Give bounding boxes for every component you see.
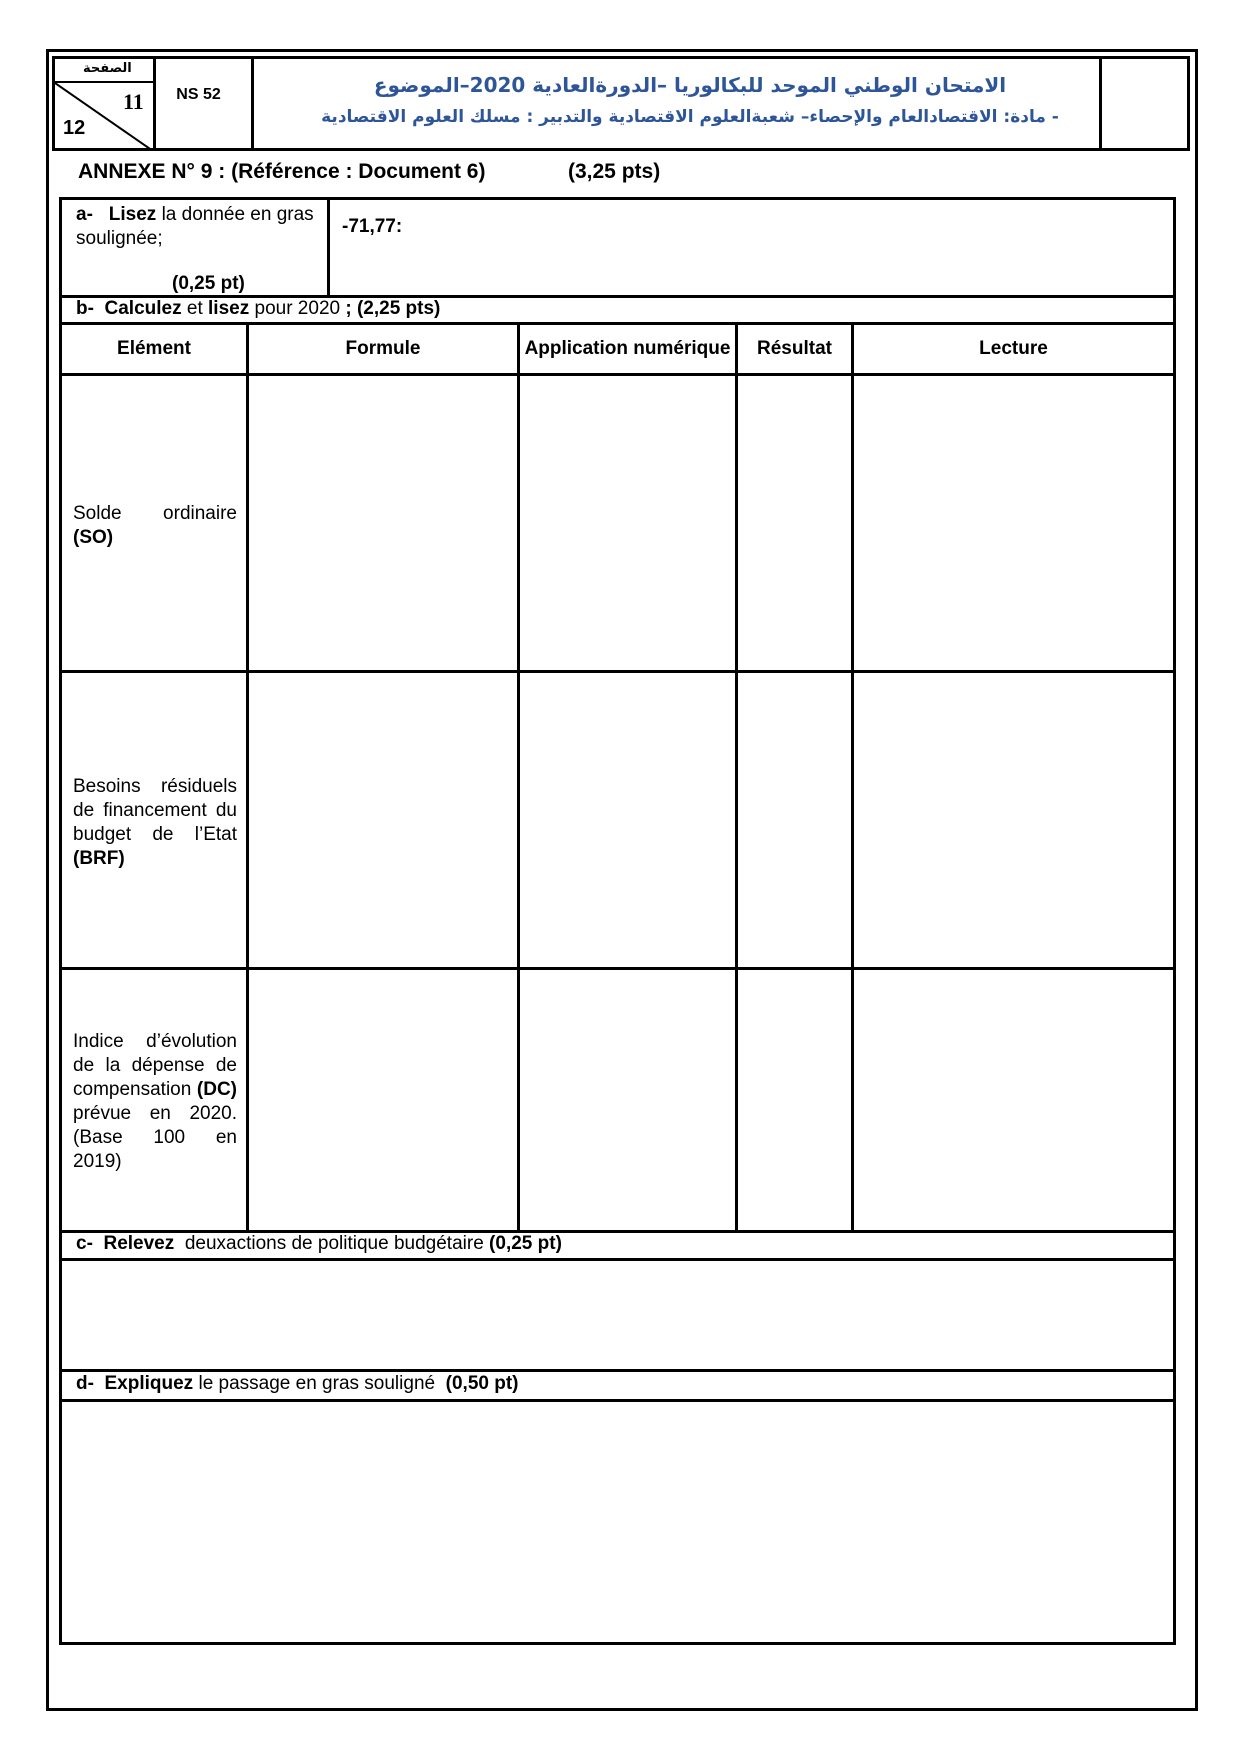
element-label: Besoins résiduels de financement du budget de l’Etat	[73, 776, 237, 845]
exam-code: NS 52	[176, 86, 221, 103]
exam-subject: - مادة: الاقتصادالعام والإحصاء– شعبةالعلوم الاقتصادية والتدبير : مسلك العلوم الاقتصادية	[321, 107, 1059, 127]
section-a-divider	[327, 200, 330, 295]
section-d-points: (0,50 pt)	[445, 1373, 519, 1394]
section-a-text: la donnée en gras soulignée;	[76, 204, 314, 249]
table-row-element	[73, 775, 237, 871]
section-a-question	[76, 203, 346, 251]
element-label-tail: prévue en 2020. (Base 100 en 2019)	[73, 1103, 237, 1172]
page-label: الصفحة	[83, 61, 132, 76]
section-d-heading	[59, 1369, 1176, 1401]
row-divider	[62, 670, 1173, 673]
section-a-answer: -71,77:	[342, 216, 403, 237]
section-a-verb: Lisez	[108, 204, 157, 225]
column-divider	[517, 325, 520, 1230]
element-code: (SO)	[73, 527, 114, 548]
section-b-prefix: b-	[76, 298, 94, 319]
section-b-mid2: pour 2020	[254, 298, 341, 319]
column-divider	[735, 325, 738, 1230]
exam-title: الامتحان الوطني الموحد للبكالوريا –الدورةالعادية 2020–الموضوع	[373, 73, 1007, 97]
section-b-verb1: Calculez	[104, 298, 182, 319]
exam-header	[52, 56, 1190, 151]
element-label: Solde ordinaire	[73, 503, 237, 524]
column-header-resultat: Résultat	[757, 338, 832, 359]
section-d-text: le passage en gras souligné	[198, 1373, 436, 1394]
section-c-text: deuxactions de politique budgétaire	[184, 1233, 484, 1254]
section-c-heading	[59, 1230, 1176, 1260]
calculation-table	[59, 322, 1176, 1233]
section-b-points: ; (2,25 pts)	[345, 298, 441, 319]
annexe-title: ANNEXE N° 9 : (Référence : Document 6)	[78, 160, 486, 183]
column-header-application: Application numérique	[524, 338, 731, 359]
table-row-element	[73, 1030, 237, 1174]
column-divider	[246, 325, 249, 1230]
section-c-instruction	[76, 1232, 562, 1256]
section-d-prefix: d-	[76, 1373, 94, 1394]
row-divider	[62, 967, 1173, 970]
page-number: 11	[123, 89, 144, 114]
page-label-divider	[55, 81, 153, 83]
element-label: Indice d’évolution de la dépense de compensation	[73, 1031, 237, 1100]
header-divider	[1099, 59, 1102, 148]
table-row-element	[73, 502, 237, 550]
section-c-points: (0,25 pt)	[489, 1233, 562, 1254]
row-divider	[62, 373, 1173, 376]
section-c-answer-box[interactable]	[59, 1258, 1176, 1372]
section-c-prefix: c-	[76, 1233, 93, 1254]
page-total: 12	[63, 117, 86, 139]
section-b-verb2: lisez	[208, 298, 250, 319]
annexe-points: (3,25 pts)	[568, 160, 661, 183]
section-a-prefix: a-	[76, 204, 93, 225]
section-d-instruction	[76, 1372, 519, 1396]
section-d-verb: Expliquez	[104, 1373, 194, 1394]
column-header-element: Elément	[117, 338, 191, 359]
column-header-lecture: Lecture	[979, 338, 1048, 359]
section-b-instruction	[76, 297, 440, 321]
column-header-formule: Formule	[345, 338, 421, 359]
section-a	[59, 197, 1176, 298]
element-code: (BRF)	[73, 848, 125, 869]
column-divider	[851, 325, 854, 1230]
section-d-answer-box[interactable]	[59, 1399, 1176, 1645]
section-a-points: (0,25 pt)	[172, 273, 245, 294]
section-c-verb: Relevez	[103, 1233, 175, 1254]
header-divider	[251, 59, 254, 148]
element-code: (DC)	[196, 1079, 237, 1100]
section-b-mid1: et	[186, 298, 203, 319]
section-b-heading	[59, 295, 1176, 325]
